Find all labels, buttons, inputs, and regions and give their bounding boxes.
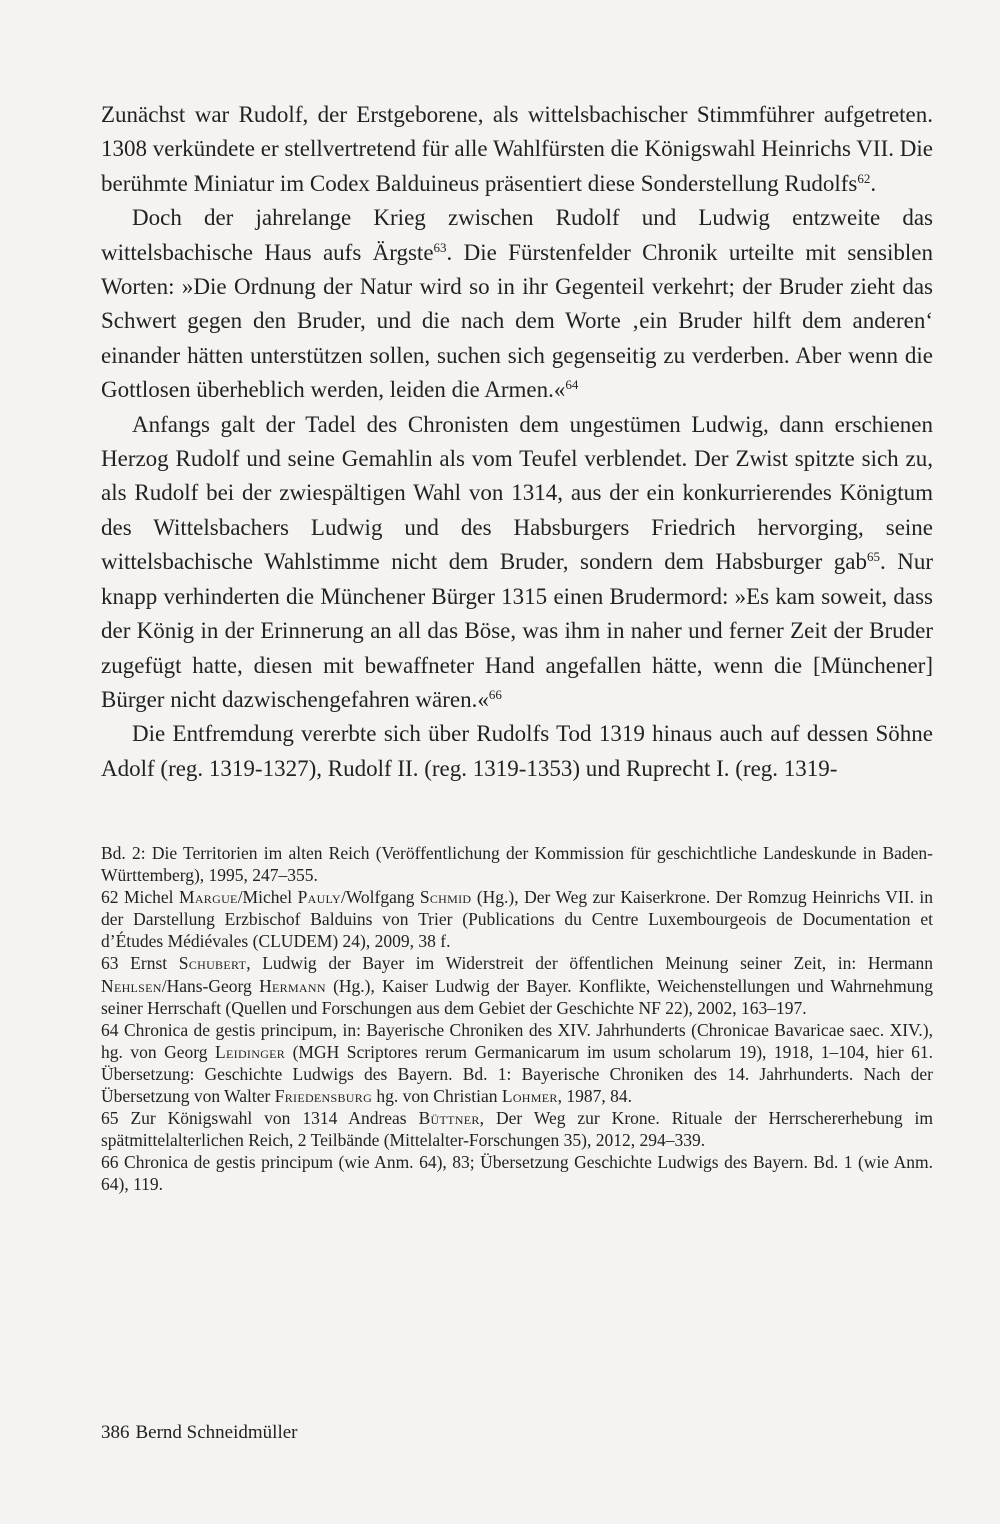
footnote-ref-64: 64 xyxy=(565,377,579,393)
paragraph-2-quote: . Die Fürstenfelder Chronik urteilte mit sensiblen Worten: »Die Ordnung der Natur wird so in ihr Gegenteil verkehrt; der Bruder zieht das Schwert gegen den Bruder, und die nach dem Worte ‚ein Bruder hilft dem anderen‘ einander hätten unterstützen sollen, suchen sich gegenseitig zu verderben. Aber wenn die Gottlosen überheblich werden, leiden die Armen.« xyxy=(101,239,933,403)
footnote-continuation: Bd. 2: Die Territorien im alten Reich (Veröffentlichung der Kommission für geschichtliche Landeskunde in Baden-Württemberg), 1995, 247–355. xyxy=(101,843,933,886)
footnote-text: (MGH Scriptores rerum Germanicarum im usum scholarum 19), 1918, 1–104, hier 61. Übersetzung: Geschichte Ludwigs des Bayern. Bd. 1: Bayerische Chroniken des 14. Jahrhunderts. Nach der Übersetzung von Walter xyxy=(101,1041,934,1107)
footnote-text: (Hg.), Der Weg zur Kaiserkrone. Der Romzug Heinrichs VII. in der Darstellung Erzbischof Balduins von Trier (Publications du Centre Luxembourgeois de Documentation et d’Études Médiévales (CLUDEM) 24), 2009, 38 f. xyxy=(101,887,934,952)
author-name: Pauly xyxy=(297,887,341,908)
paragraph-3-text: Anfangs galt der Tadel des Chronisten dem ungestümen Ludwig, dann erschienen Herzog Rudolf und seine Gemahlin als vom Teufel verblendet. Der Zwist spitzte sich zu, als Rudolf bei der zwiespältigen Wahl von 1314, aus der ein konkurrierendes Königtum des Wittelsbachers Ludwig und des Habsburgers Friedrich hervorging, seine wittelsbachische Wahlstimme nicht dem Bruder, sondern dem Habsburger gab xyxy=(101,411,933,575)
page-footer xyxy=(101,1420,298,1446)
footnote-ref-62: 62 xyxy=(857,170,871,186)
footnote-ref-63: 63 xyxy=(433,239,447,255)
footnote-text: /Michel xyxy=(237,887,298,908)
footnote-text: Ernst xyxy=(130,953,179,974)
footnote-63 xyxy=(101,952,933,1018)
paragraph-2 xyxy=(101,201,933,407)
footnote-text: , Der Weg zur Krone. Rituale der Herrschererhebung im spätmittelalterlichen Reich, 2 Teilbände (Mittelalter-Forschungen 35), 2012, 294–339. xyxy=(101,1108,933,1151)
footnote-number: 65 xyxy=(101,1108,119,1129)
paragraph-3 xyxy=(101,408,933,718)
author-name: Friedensburg xyxy=(274,1086,373,1107)
footnote-number: 63 xyxy=(101,953,119,974)
author-name: Margue xyxy=(178,887,238,908)
footnote-number: 64 xyxy=(101,1019,119,1040)
footnote-text: hg. von Christian xyxy=(372,1086,502,1107)
footnote-text: Chronica de gestis principum, in: Bayerische Chroniken des XIV. Jahrhunderts (Chronicae Bavaricae saec. XIV.), hg. von Georg xyxy=(101,1019,933,1062)
footnote-text: Zur Königswahl von 1314 Andreas xyxy=(130,1108,419,1129)
author-name: Büttner xyxy=(418,1108,480,1129)
author-name: Hermann xyxy=(259,975,326,996)
footnote-ref-66: 66 xyxy=(488,686,502,702)
footnote-text: , 1987, 84. xyxy=(557,1086,633,1107)
footnotes xyxy=(101,842,933,1196)
footnote-64 xyxy=(101,1019,933,1107)
paragraph-1-text: Zunächst war Rudolf, der Erstgeborene, als wittelsbachischer Stimmführer aufgetreten. 1308 verkündete er stellvertretend für alle Wahlfürsten die Königswahl Heinrichs VII. Die berühmte Miniatur im Codex Balduineus präsentiert diese Sonderstellung Rudolfs xyxy=(101,102,933,196)
footnote-ref-65: 65 xyxy=(866,549,880,565)
footnote-62 xyxy=(101,886,933,952)
footnote-text: Chronica de gestis principum (wie Anm. 64), 83; Übersetzung Geschichte Ludwigs des Bayern. Bd. 1 (wie Anm. 64), 119. xyxy=(101,1152,933,1195)
running-author: Bernd Schneidmüller xyxy=(135,1422,298,1443)
footnote-text: , Ludwig der Bayer im Widerstreit der öffentlichen Meinung seiner Zeit, in: Hermann xyxy=(246,953,933,974)
author-name: Lohmer xyxy=(501,1086,558,1107)
paragraph-4-text: Die Entfremdung vererbte sich über Rudolfs Tod 1319 hinaus auch auf dessen Söhne Adolf (reg. 1319-1327), Rudolf II. (reg. 1319-1353) und Ruprecht I. (reg. 1319- xyxy=(101,721,933,781)
page-number: 386 xyxy=(101,1422,130,1443)
footnote-text: Michel xyxy=(123,887,179,908)
footnote-66 xyxy=(101,1151,933,1195)
footnote-65 xyxy=(101,1107,933,1151)
paragraph-1-text-end: . xyxy=(870,170,877,196)
author-name: Schubert xyxy=(178,953,247,974)
paragraph-1 xyxy=(101,98,933,201)
footnote-number: 66 xyxy=(101,1152,119,1173)
footnote-number: 62 xyxy=(101,887,119,908)
author-name: Schmid xyxy=(419,887,472,908)
author-name: Nehlsen xyxy=(101,975,162,996)
paragraph-4 xyxy=(101,717,933,786)
footnote-text: /Hans-Georg xyxy=(161,975,260,996)
footnote-text: /Wolfgang xyxy=(340,887,420,908)
paragraph-3-quote: . Nur knapp verhinderten die Münchener Bürger 1315 einen Brudermord: »Es kam soweit, dass der König in der Erinnerung an all das Böse, was ihm in naher und ferner Zeit der Bruder zugefügt hatte, diesen mit bewaffneter Hand angefallen hätte, wenn die [Münchener] Bürger nicht dazwischengefahren wären.« xyxy=(101,549,933,712)
paragraph-2-text: Doch der jahrelange Krieg zwischen Rudolf und Ludwig entzweite das wittelsbachische Haus aufs Ärgste xyxy=(101,205,933,265)
footnote-text: (Hg.), Kaiser Ludwig der Bayer. Konflikte, Weichenstellungen und Wahrnehmung seiner Herrschaft (Quellen und Forschungen aus dem Gebiet der Geschichte NF 22), 2002, 163–197. xyxy=(101,975,933,1018)
main-text xyxy=(101,98,933,786)
author-name: Leidinger xyxy=(215,1041,286,1062)
